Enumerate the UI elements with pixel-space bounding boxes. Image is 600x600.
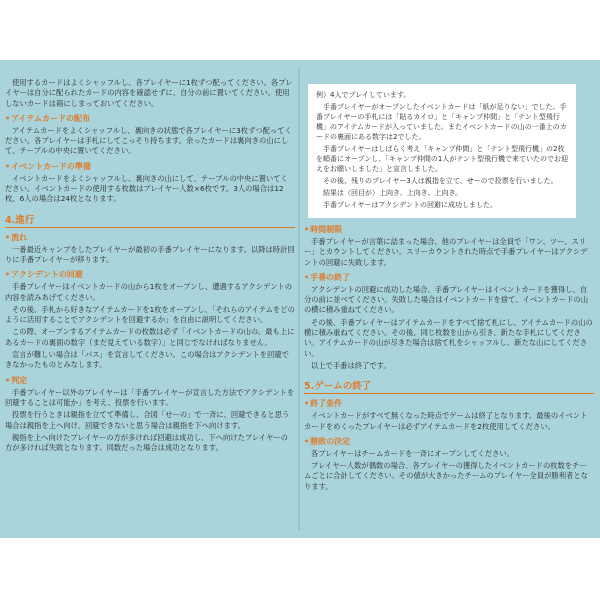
paragraph: この際、オープンするアイテムカードの枚数は必ず「イベントカードの山の、最も上にあるカードの裏面の数字（まだ見えている数字）」と同じでなければなりません。 bbox=[5, 327, 295, 347]
subsection-heading: •勝敗の決定 bbox=[304, 436, 351, 446]
example-line: その後、残りのプレイヤー3人は親指を立て、せーので投票を行いました。 bbox=[323, 177, 558, 185]
subsection-heading: •アイテムカードの配布 bbox=[5, 113, 91, 123]
paragraph: 以上で手番は終了です。 bbox=[311, 360, 391, 370]
example-line: 例）4人でプレイしています。 bbox=[316, 91, 411, 99]
bullet-icon: • bbox=[5, 161, 11, 171]
subsection-heading: •判定 bbox=[5, 375, 28, 385]
paragraph: その後、手番プレイヤーはアイテムカードをすべて捨て札にし、アイテムカードの山の横に積み重ねてください。その後、同じ枚数を山から引き、新たな手札にしてください。アイテムカードの山が尽きた場合は捨て札をシャッフルし、新たな山にしてください。 bbox=[304, 317, 593, 358]
subsection-heading: •時間制限 bbox=[304, 225, 343, 234]
paragraph: 手番プレイヤー以外のプレイヤーは「手番プレイヤーが宣言した方法でアクシデントを回避することは可能か」を考え、投票を行います。 bbox=[5, 387, 295, 407]
paragraph: 手番プレイヤーはイベントカードの山から1枚をオープンし、遭遇するアクシデントの内容を読みあげてください。 bbox=[5, 282, 293, 302]
bullet-icon: • bbox=[5, 113, 11, 123]
subsection-heading: •流れ bbox=[5, 232, 28, 242]
right-page bbox=[304, 78, 594, 526]
paragraph: 親指を上へ向けたプレイヤーの方が多ければ回避は成功し、下へ向けたプレイヤーの方が多ければ失敗となります。同数だった場合は成功となります。 bbox=[5, 432, 288, 453]
paragraph: 手番プレイヤーが言葉に詰まった場合、他のプレイヤーは全員で「ワン、ツー、スリー」とカウントしてください。スリーカウントされた時点で手番プレイヤーはアクシデントの回避に失敗します。 bbox=[304, 237, 588, 267]
subsection-heading: •イベントカードの準備 bbox=[5, 161, 91, 171]
bullet-icon: • bbox=[304, 272, 310, 282]
bullet-icon: • bbox=[5, 270, 11, 280]
example-line: 結果は（回目が）上向き、上向き、上向き。 bbox=[323, 189, 463, 197]
bullet-icon: • bbox=[304, 436, 310, 446]
paragraph: その後、手札から好きなアイテムカードを1枚をオープンし、「それらのアイテムをどのように活用することでアクシデントを回避するか」を自由に説明してください。 bbox=[5, 304, 295, 325]
paragraph: 一番最近キャンプをしたプレイヤーが最初の手番プレイヤーになります。以降は時計回りに手番プレイヤーが移ります。 bbox=[5, 244, 295, 264]
left-page bbox=[5, 78, 295, 526]
example-box bbox=[308, 84, 576, 218]
paragraph: アクシデントの回避に成功した場合、手番プレイヤーはイベントカードを獲得し、自分の前に並べてください。失敗した場合はイベントカードを捨て、イベントカードの山の横に積み重ねてください。 bbox=[304, 284, 588, 315]
bullet-icon: • bbox=[304, 399, 310, 409]
paragraph: 投票を行うときは親指を立てて準備し、合図「せーの」で一斉に、回避できると思う場合は親指を上へ向け、回避できないと思う場合は親指を下へ向けます。 bbox=[5, 410, 290, 430]
paragraph: イベントカードをよくシャッフルし、裏向きの山にして、テーブルの中央に置いてください。イベントカードの使用する枚数はプレイヤー人数×6枚です。3人の場合は12枚、6人の場合は24枚となります。 bbox=[5, 173, 288, 204]
example-line: 手番プレイヤーはしばらく考え「キャンプ仲間」と「テント型飛行機」の2枚を順番にオープンし、「キャンプ仲間の1人がテント型飛行機で来ていたのでお迎えをお願いしました」と宣言しました。 bbox=[316, 145, 568, 173]
example-line: 手番プレイヤーがオープンしたイベントカードは「紙が足りない」でした。手番プレイヤーの手札には「貼るカイロ」と「キャンプ仲間」と「テント型飛行機」のアイテムカードが入っていました。またイベントカードの山の一番上のカードの裏面にある数字は2でした。 bbox=[316, 103, 567, 141]
example-line: 手番プレイヤーはアクシデントの回避に成功しました。 bbox=[323, 201, 498, 209]
intro-text bbox=[5, 78, 295, 109]
rulebook-spread bbox=[0, 60, 600, 538]
subsection-heading: •手番の終了 bbox=[304, 272, 351, 282]
section-heading: 4.進行 bbox=[5, 212, 295, 228]
bullet-icon: • bbox=[5, 232, 11, 242]
bullet-icon: • bbox=[304, 225, 310, 234]
paragraph: アイテムカードをよくシャッフルし、裏向きの状態で各プレイヤーに3枚ずつ配ってください。各プレイヤーは手札にしてこっそり持ちます。余ったカードは裏向きの山にして、テーブルの中央に置いてください。 bbox=[5, 125, 292, 156]
paragraph: 使用するカードはよくシャッフルし、各プレイヤーに1枚ずつ配ってください。各プレイヤーは自分に配られたカードの内容を確認せずに、自分の前に置いてください。使用しないカードは箱にしまっておいてください。 bbox=[5, 78, 293, 108]
bullet-icon: • bbox=[5, 375, 11, 385]
subsection-heading: •終了条件 bbox=[304, 399, 343, 409]
section-heading: 5.ゲームの終了 bbox=[304, 378, 594, 394]
subsection-heading: •アクシデントの回避 bbox=[5, 270, 83, 280]
paragraph: 宣言が難しい場合は「パス」を宣言してください。この場合はアクシデントを回避できなかったものとみなします。 bbox=[5, 350, 289, 370]
paragraph: プレイヤー人数が偶数の場合、各プレイヤーの獲得したイベントカードの枚数をチームごとに合計してください。その値が大きかったチームのプレイヤー全員が勝利者となります。 bbox=[304, 461, 588, 491]
page-fold bbox=[298, 68, 300, 530]
paragraph: イベントカードがすべて無くなった時点でゲームは終了となります。最後のイベントカードをめくったプレイヤーは必ずアイテムカードを2枚使用してください。 bbox=[304, 411, 588, 431]
paragraph: 各プレイヤーはチームカードを一斉にオープンしてください。 bbox=[311, 448, 514, 458]
